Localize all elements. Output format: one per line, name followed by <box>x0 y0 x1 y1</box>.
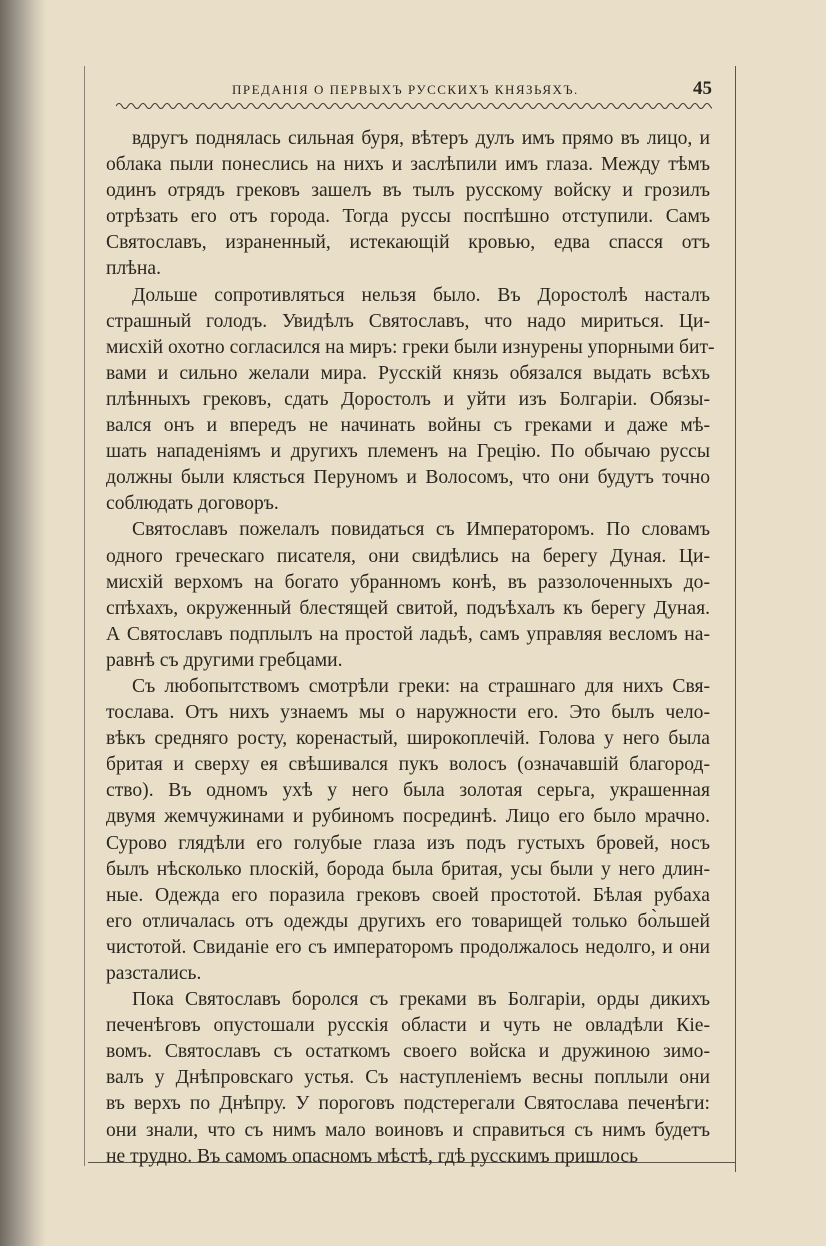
frame-left-line <box>84 66 85 1166</box>
text-line: Сурово глядѣли его голубые глаза изъ подъ густыхъ бровей, носъ <box>106 832 710 854</box>
text-line: мисхій охотно согласился на миръ: греки были изнурены упорными бит- <box>106 336 715 358</box>
text-line: вомъ. Святославъ съ остаткомъ своего войска и дружиною зимо- <box>106 1041 710 1063</box>
running-head <box>100 78 712 102</box>
text-line: страшный голодъ. Увидѣлъ Святославъ, что надо мириться. Ци- <box>106 310 710 332</box>
text-line: разстались. <box>106 963 202 984</box>
text-line: его отличалась отъ одежды другихъ его товарищей только бо̀льшей <box>106 910 710 932</box>
text-line: Пока Святославъ боролся съ греками въ Болгаріи, орды дикихъ <box>132 989 710 1011</box>
text-line: вѣкъ средняго росту, коренастый, широкоплечій. Голова у него была <box>106 728 710 750</box>
paragraph <box>106 517 710 674</box>
text-line: Съ любопытствомъ смотрѣли греки: на страшнаго для нихъ Свя- <box>132 675 710 697</box>
text-line: Святославъ пожелалъ повидаться съ Императоромъ. По словамъ <box>132 519 710 541</box>
text-line: одного греческаго писателя, они свидѣлись на берегу Дуная. Ци- <box>106 545 710 567</box>
text-line: Святославъ, израненный, истекающій кровью, едва спасся отъ <box>106 232 710 254</box>
body-text <box>106 126 715 1170</box>
text-line: ные. Одежда его поразила грековъ своей простотой. Бѣлая рубаха <box>106 884 710 906</box>
text-line: плѣнныхъ грековъ, сдать Доростолъ и уйти изъ Болгаріи. Обязы- <box>106 388 710 410</box>
text-line: облака пыли понеслись на нихъ и заслѣпили имъ глаза. Между тѣмъ <box>106 154 710 176</box>
book-gutter-shadow <box>0 0 46 1246</box>
text-line: одинъ отрядъ грековъ зашелъ въ тылъ русскому войску и грозилъ <box>106 180 710 202</box>
text-line: должны были клясться Перуномъ и Волосомъ, что они будутъ точно <box>106 467 710 489</box>
text-line: равнѣ съ другими гребцами. <box>106 649 343 671</box>
text-line: ство). Въ одномъ ухѣ у него была золотая серьга, украшенная <box>106 780 710 802</box>
text-line: вался онъ и впередъ не начинать войны съ греками и даже мѣ- <box>106 415 710 437</box>
page-number: 45 <box>693 78 712 99</box>
frame-right-line <box>735 66 736 1172</box>
text-line: бритая и сверху ея свѣшивался пукъ волосъ (означавшій благород- <box>106 754 710 776</box>
text-line: мисхій верхомъ на богато убранномъ конѣ, въ раззолоченныхъ до- <box>106 571 710 593</box>
paragraph <box>106 674 710 987</box>
text-line: тослава. Отъ нихъ узнаемъ мы о наружности его. Это былъ чело- <box>106 702 710 724</box>
text-line: валъ у Днѣпровскаго устья. Съ наступленіемъ весны поплыли они <box>106 1067 710 1089</box>
paragraph <box>106 126 710 283</box>
text-line: чистотой. Свиданіе его съ императоромъ продолжалось недолго, и они <box>106 936 710 958</box>
text-line: они знали, что съ нимъ мало воиновъ и справиться съ нимъ будетъ <box>106 1119 710 1141</box>
paragraph <box>106 283 715 518</box>
text-line: спѣхахъ, окруженный блестящей свитой, подъѣхалъ къ берегу Дуная. <box>106 597 710 619</box>
text-line: шать нападеніямъ и другихъ племенъ на Грецію. По обычаю руссы <box>106 441 710 463</box>
text-line: соблюдать договоръ. <box>106 493 279 515</box>
text-line: двумя жемчужинами и рубиномъ посрединѣ. Лицо его было мрачно. <box>106 806 710 828</box>
ornamental-rule <box>116 100 712 112</box>
text-line: отрѣзать его отъ города. Тогда руссы поспѣшно отступили. Самъ <box>106 206 710 228</box>
text-line: вами и сильно желали мира. Русскій князь обязался выдать всѣхъ <box>106 362 710 384</box>
text-line: былъ нѣсколько плоскій, борода была бритая, усы были у него длин- <box>106 858 710 880</box>
text-line: не трудно. Въ самомъ опасномъ мѣстѣ, гдѣ русскимъ пришлось <box>106 1145 639 1167</box>
text-line: вдругъ поднялась сильная буря, вѣтеръ дулъ имъ прямо въ лицо, и <box>132 128 710 149</box>
text-line: въ верхъ по Днѣпру. У пороговъ подстерегали Святослава печенѣги: <box>106 1093 710 1115</box>
text-line: Дольше сопротивляться нельзя было. Въ Доростолѣ насталъ <box>132 284 710 306</box>
text-line: печенѣговъ опустошали русскія области и чуть не овладѣли Кіе- <box>106 1015 710 1037</box>
running-head-title: ПРЕДАНІЯ О ПЕРВЫХЪ РУССКИХЪ КНЯЗЬЯХЪ. <box>232 82 579 97</box>
text-line: плѣна. <box>106 258 161 280</box>
paragraph <box>106 987 710 1170</box>
text-line: А Святославъ подплылъ на простой ладьѣ, самъ управляя весломъ на- <box>106 623 710 645</box>
